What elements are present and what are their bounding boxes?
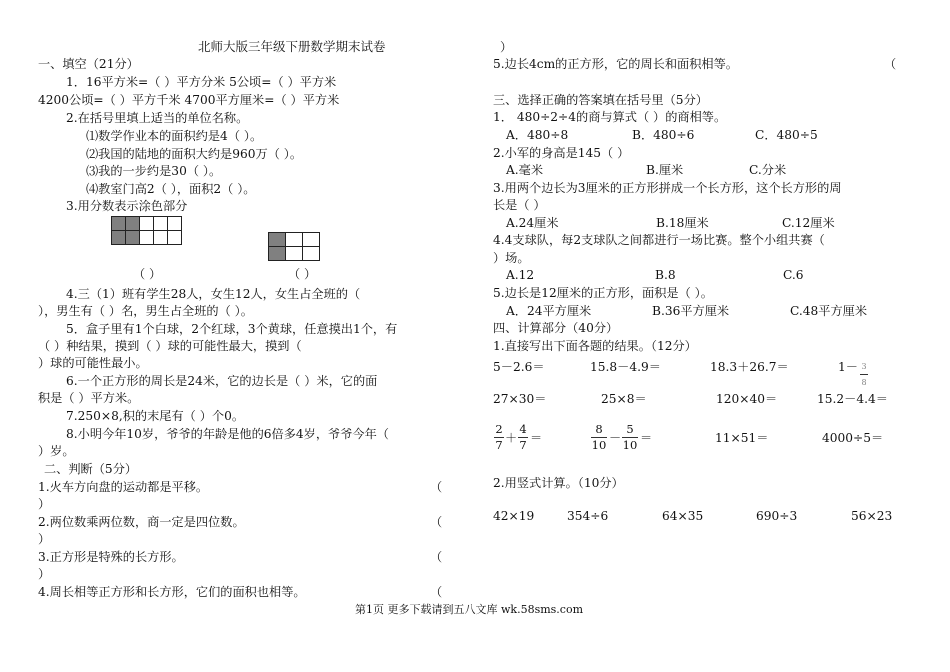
fraction-grid-1 [111,216,182,245]
q5-line-c: ）球的可能性最小。 [38,356,148,370]
choice-5-option-b: B.36平方厘米 [652,304,730,318]
calc-r3-b-op: － [609,431,622,445]
section-1-heading: 一、填空（21分） [38,57,139,71]
choice-5-option-a: A．24平方厘米 [506,304,592,318]
numerator: 8 [595,422,603,436]
q3-blank-2: （ ） [288,267,317,281]
q2-item-1: ⑴数学作业本的面积约是4（ ）。 [86,129,263,143]
choice-4-option-b: B.8 [655,268,676,282]
q4-line-a: 4.三（1）班有学生28人，女生12人，女生占全班的（ [66,287,361,301]
q5-line-b: （ ）种结果，摸到（ ）球的可能性最大，摸到（ [38,339,302,353]
calc-r3-a-frac-1 [494,423,504,452]
choice-4-option-a: A.12 [506,268,535,282]
calc-r3-a-op: ＋ [505,431,518,445]
calc-r3-a-eq: ＝ [530,431,543,445]
denominator: 10 [622,438,638,452]
calc-r1-fraction [860,360,868,389]
vertical-calc-3: 64×35 [662,509,704,523]
choice-2: 2.小军的身高是145（ ） [493,146,630,160]
q4-line-b: ），男生有（ ）名，男生占全班的（ ）。 [38,304,253,318]
calc-r2-d: 15.2－4.4＝ [817,392,888,406]
vertical-calc-2: 354÷6 [567,509,609,523]
calc-r3-c: 11×51＝ [715,431,769,445]
judge-3-paren-open: （ [430,550,443,564]
calc-r2-b: 25×8＝ [601,392,647,406]
choice-3-option-b: B.18厘米 [656,216,709,230]
calc-r3-b-frac-2 [622,423,638,452]
calc-r1-b: 15.8－4.9＝ [590,360,661,374]
calc-r2-a: 27×30＝ [493,392,547,406]
calc-r3-b-frac-1 [591,423,607,452]
choice-4-option-c: C.6 [783,268,804,282]
judge-2: 2.两位数乘两位数，商一定是四位数。 [38,515,245,529]
q1-line-a: 1．16平方米=（ ）平方分米 5公顷=（ ）平方米 [66,75,337,89]
section-3-heading: 三、选择正确的答案填在括号里（5分） [493,93,708,107]
q2-item-3: ⑶我的一步约是30（ ）。 [86,164,222,178]
calc-r1-a: 5－2.6＝ [493,360,545,374]
q3-text: 3.用分数表示涂色部分 [66,199,188,213]
choice-5-option-c: C.48平方厘米 [790,304,868,318]
calc-r1-c: 18.3＋26.7＝ [710,360,789,374]
numerator: 4 [519,422,527,436]
q7-text: 7.250×8,积的末尾有（ ）个0。 [66,409,245,423]
section-4-heading: 四、计算部分（40分） [493,321,619,335]
judge-2-paren-close: ） [38,532,51,546]
judge-4: 4.周长相等正方形和长方形，它们的面积也相等。 [38,585,306,599]
judge-1: 1.火车方向盘的运动都是平移。 [38,480,209,494]
choice-2-option-b: B.厘米 [646,163,684,177]
q1-line-b: 4200公顷=（ ）平方千米 4700平方厘米=（ ）平方米 [38,93,340,107]
choice-2-option-c: C.分米 [749,163,787,177]
q8-line-b: ）岁。 [38,444,75,458]
choice-1-option-c: C．480÷5 [755,128,818,142]
vertical-calc-5: 56×23 [851,509,893,523]
calc-part-2-heading: 2.用竖式计算。（10分） [493,476,624,490]
vertical-calc-1: 42×19 [493,509,535,523]
q8-line-a: 8.小明今年10岁，爷爷的年龄是他的6倍多4岁，爷爷今年（ [66,427,389,441]
choice-2-option-a: A.毫米 [506,163,544,177]
choice-5: 5.边长是12厘米的正方形，面积是（ ）。 [493,286,713,300]
calc-r3-a-frac-2 [518,423,528,452]
q3-blank-1: （ ） [133,267,162,281]
q5-line-a: 5．盒子里有1个白球，2个红球，3个黄球，任意摸出1个，有 [66,322,398,336]
judge-5: 5.边长4cm的正方形，它的周长和面积相等。 [493,57,738,71]
fraction-grid-2 [268,232,320,261]
calc-r3-d: 4000÷5＝ [822,431,884,445]
choice-4-line-a: 4.4支球队，每2支球队之间都进行一场比赛。整个小组共赛（ [493,233,825,247]
choice-3-option-c: C.12厘米 [782,216,835,230]
calc-r1-d: 1－ [838,360,858,374]
choice-3-option-a: A.24厘米 [506,216,559,230]
judge-2-paren-open: （ [430,515,443,529]
page-title: 北师大版三年级下册数学期末试卷 [198,39,386,54]
calc-r3-b-eq: ＝ [640,431,653,445]
judge-1-paren-open: （ [430,480,443,494]
section-2-heading: 二、判断（5分） [44,462,138,476]
page-footer: 第1页 更多下载请到五八文库 wk.58sms.com [355,603,583,616]
numerator: 5 [626,422,634,436]
q6-line-a: 6.一个正方形的周长是24米，它的边长是（ ）米，它的面 [66,374,378,388]
judge-1-paren-close: ） [38,497,51,511]
judge-3-paren-close: ） [38,567,51,581]
calc-part-1-heading: 1.直接写出下面各题的结果。（12分） [493,339,697,353]
fraction-denominator: 8 [861,378,867,387]
q2-item-2: ⑵我国的陆地的面积大约是960万（ ）。 [86,147,303,161]
denominator: 7 [519,438,527,452]
fraction-bar [860,374,868,375]
judge-5-paren-open: （ [884,57,897,71]
calc-r2-c: 120×40＝ [716,392,778,406]
fraction-numerator: 3 [861,362,867,371]
choice-1-option-a: A．480÷8 [506,128,569,142]
vertical-calc-4: 690÷3 [756,509,798,523]
choice-1: 1． 480÷2÷4的商与算式（ ）的商相等。 [493,110,727,124]
numerator: 2 [495,422,503,436]
choice-3-line-a: 3.用两个边长为3厘米的正方形拼成一个长方形，这个长方形的周 [493,181,842,195]
choice-3-line-b: 长是（ ） [493,198,546,212]
judge-3: 3.正方形是特殊的长方形。 [38,550,184,564]
q6-line-b: 积是（ ）平方米。 [38,391,140,405]
choice-1-option-b: B．480÷6 [632,128,695,142]
judge-4-paren-close: ） [500,40,513,54]
denominator: 7 [495,438,503,452]
denominator: 10 [591,438,607,452]
q2-text: 2.在括号里填上适当的单位名称。 [66,111,249,125]
judge-4-paren-open: （ [430,585,443,599]
choice-4-line-b: ）场。 [493,251,530,265]
q2-item-4: ⑷教室门高2（ ），面积2（ ）。 [86,182,256,196]
